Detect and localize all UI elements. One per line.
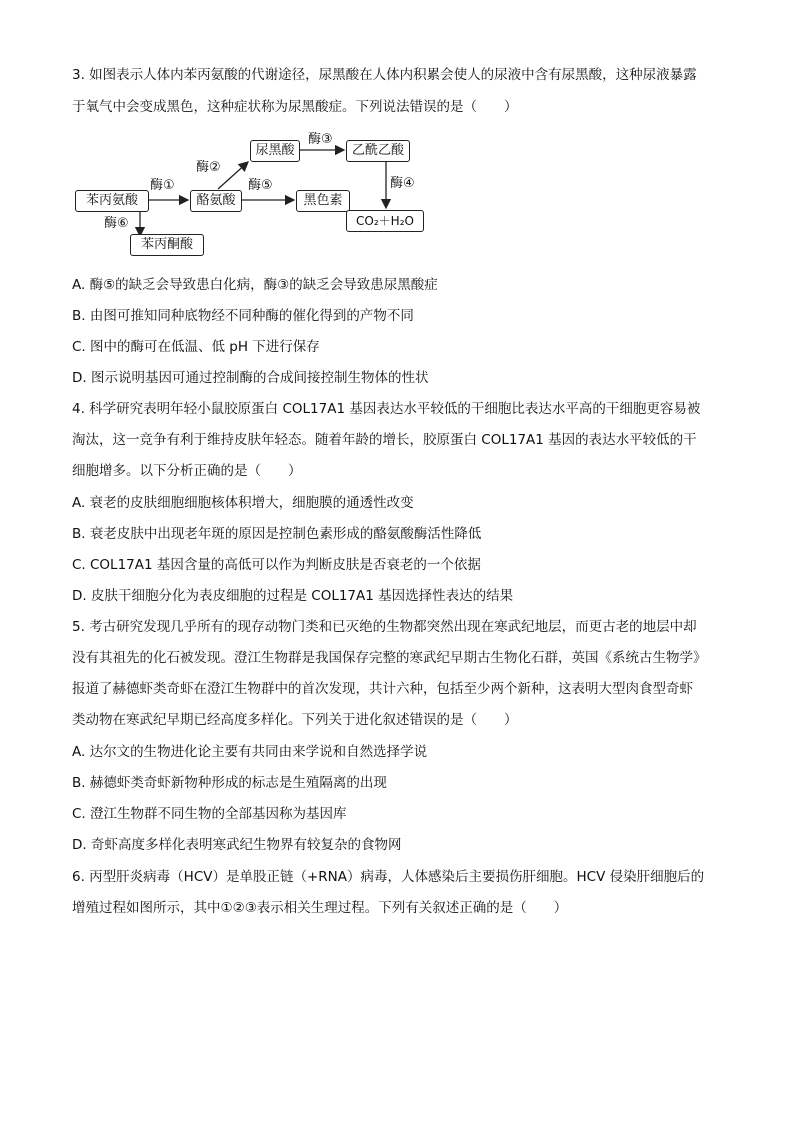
q3-option-c: C. 图中的酶可在低温、低 pH 下进行保存 [72,339,320,355]
metabolic-pathway-diagram [70,128,430,260]
q4-stem-line-2: 淘汰，这一竞争有利于维持皮肤年轻态。随着年龄的增长，胶原蛋白 COL17A1 基因的表达水平较低的干 [72,432,697,448]
q4-option-c: C. COL17A1 基因含量的高低可以作为判断皮肤是否衰老的一个依据 [72,557,481,573]
q4-option-b: B. 衰老皮肤中出现老年斑的原因是控制色素形成的酪氨酸酶活性降低 [72,526,482,542]
q4-stem-line-1: 4. 科学研究表明年轻小鼠胶原蛋白 COL17A1 基因表达水平较低的干细胞比表达水平高的干细胞更容易被 [72,401,701,417]
q3-option-a: A. 酶⑤的缺乏会导致患白化病，酶③的缺乏会导致患尿黑酸症 [72,277,438,293]
q3-stem-line-1: 3. 如图表示人体内苯丙氨酸的代谢途径，尿黑酸在人体内积累会使人的尿液中含有尿黑酸，这种尿液暴露 [72,67,697,83]
box-phenylpyruvic-acid: 苯丙酮酸 [130,234,204,256]
q3-option-b: B. 由图可推知同种底物经不同种酶的催化得到的产物不同 [72,308,414,324]
label-enzyme-3: 酶③ [308,132,333,147]
box-phenylalanine: 苯丙氨酸 [75,190,149,212]
q4-stem-line-3: 细胞增多。以下分析正确的是（ ） [72,463,302,479]
q6-stem-line-2: 增殖过程如图所示，其中①②③表示相关生理过程。下列有关叙述正确的是（ ） [72,900,568,916]
q5-stem-line-1: 5. 考古研究发现几乎所有的现存动物门类和已灭绝的生物都突然出现在寒武纪地层，而更古老的地层中却 [72,619,697,635]
box-melanin: 黑色素 [296,190,350,212]
q5-option-a: A. 达尔文的生物进化论主要有共同由来学说和自然选择学说 [72,744,428,760]
box-tyrosine: 酪氨酸 [190,190,242,212]
q4-option-d: D. 皮肤干细胞分化为表皮细胞的过程是 COL17A1 基因选择性表达的结果 [72,588,514,604]
q5-option-c: C. 澄江生物群不同生物的全部基因称为基因库 [72,806,347,822]
q4-option-a: A. 衰老的皮肤细胞细胞核体积增大，细胞膜的通透性改变 [72,495,414,511]
label-enzyme-6: 酶⑥ [104,216,129,231]
label-enzyme-4: 酶④ [390,176,415,191]
label-enzyme-5: 酶⑤ [248,178,273,193]
q5-stem-line-3: 报道了赫德虾类奇虾在澄江生物群中的首次发现，共计六种，包括至少两个新种，这表明大型肉食型奇虾 [72,681,693,697]
q5-stem-line-2: 没有其祖先的化石被发现。澄江生物群是我国保存完整的寒武纪早期古生物化石群，英国《系统古生物学》 [72,650,707,666]
q3-stem-line-2: 于氧气中会变成黑色，这种症状称为尿黑酸症。下列说法错误的是（ ） [72,99,518,115]
q6-stem-line-1: 6. 丙型肝炎病毒（HCV）是单股正链（+RNA）病毒，人体感染后主要损伤肝细胞。HCV 侵染肝细胞后的 [72,869,705,885]
q3-option-d: D. 图示说明基因可通过控制酶的合成间接控制生物体的性状 [72,370,429,386]
q5-stem-line-4: 类动物在寒武纪早期已经高度多样化。下列关于进化叙述错误的是（ ） [72,712,518,728]
box-co2-h2o: CO₂＋H₂O [346,210,424,232]
arrow-enz2 [218,162,248,189]
box-homogentisic-acid: 尿黑酸 [250,140,300,162]
label-enzyme-2: 酶② [196,160,221,175]
q5-option-b: B. 赫德虾类奇虾新物种形成的标志是生殖隔离的出现 [72,775,387,791]
box-acetoacetic-acid: 乙酰乙酸 [346,140,410,162]
label-enzyme-1: 酶① [150,178,175,193]
q5-option-d: D. 奇虾高度多样化表明寒武纪生物界有较复杂的食物网 [72,837,402,853]
